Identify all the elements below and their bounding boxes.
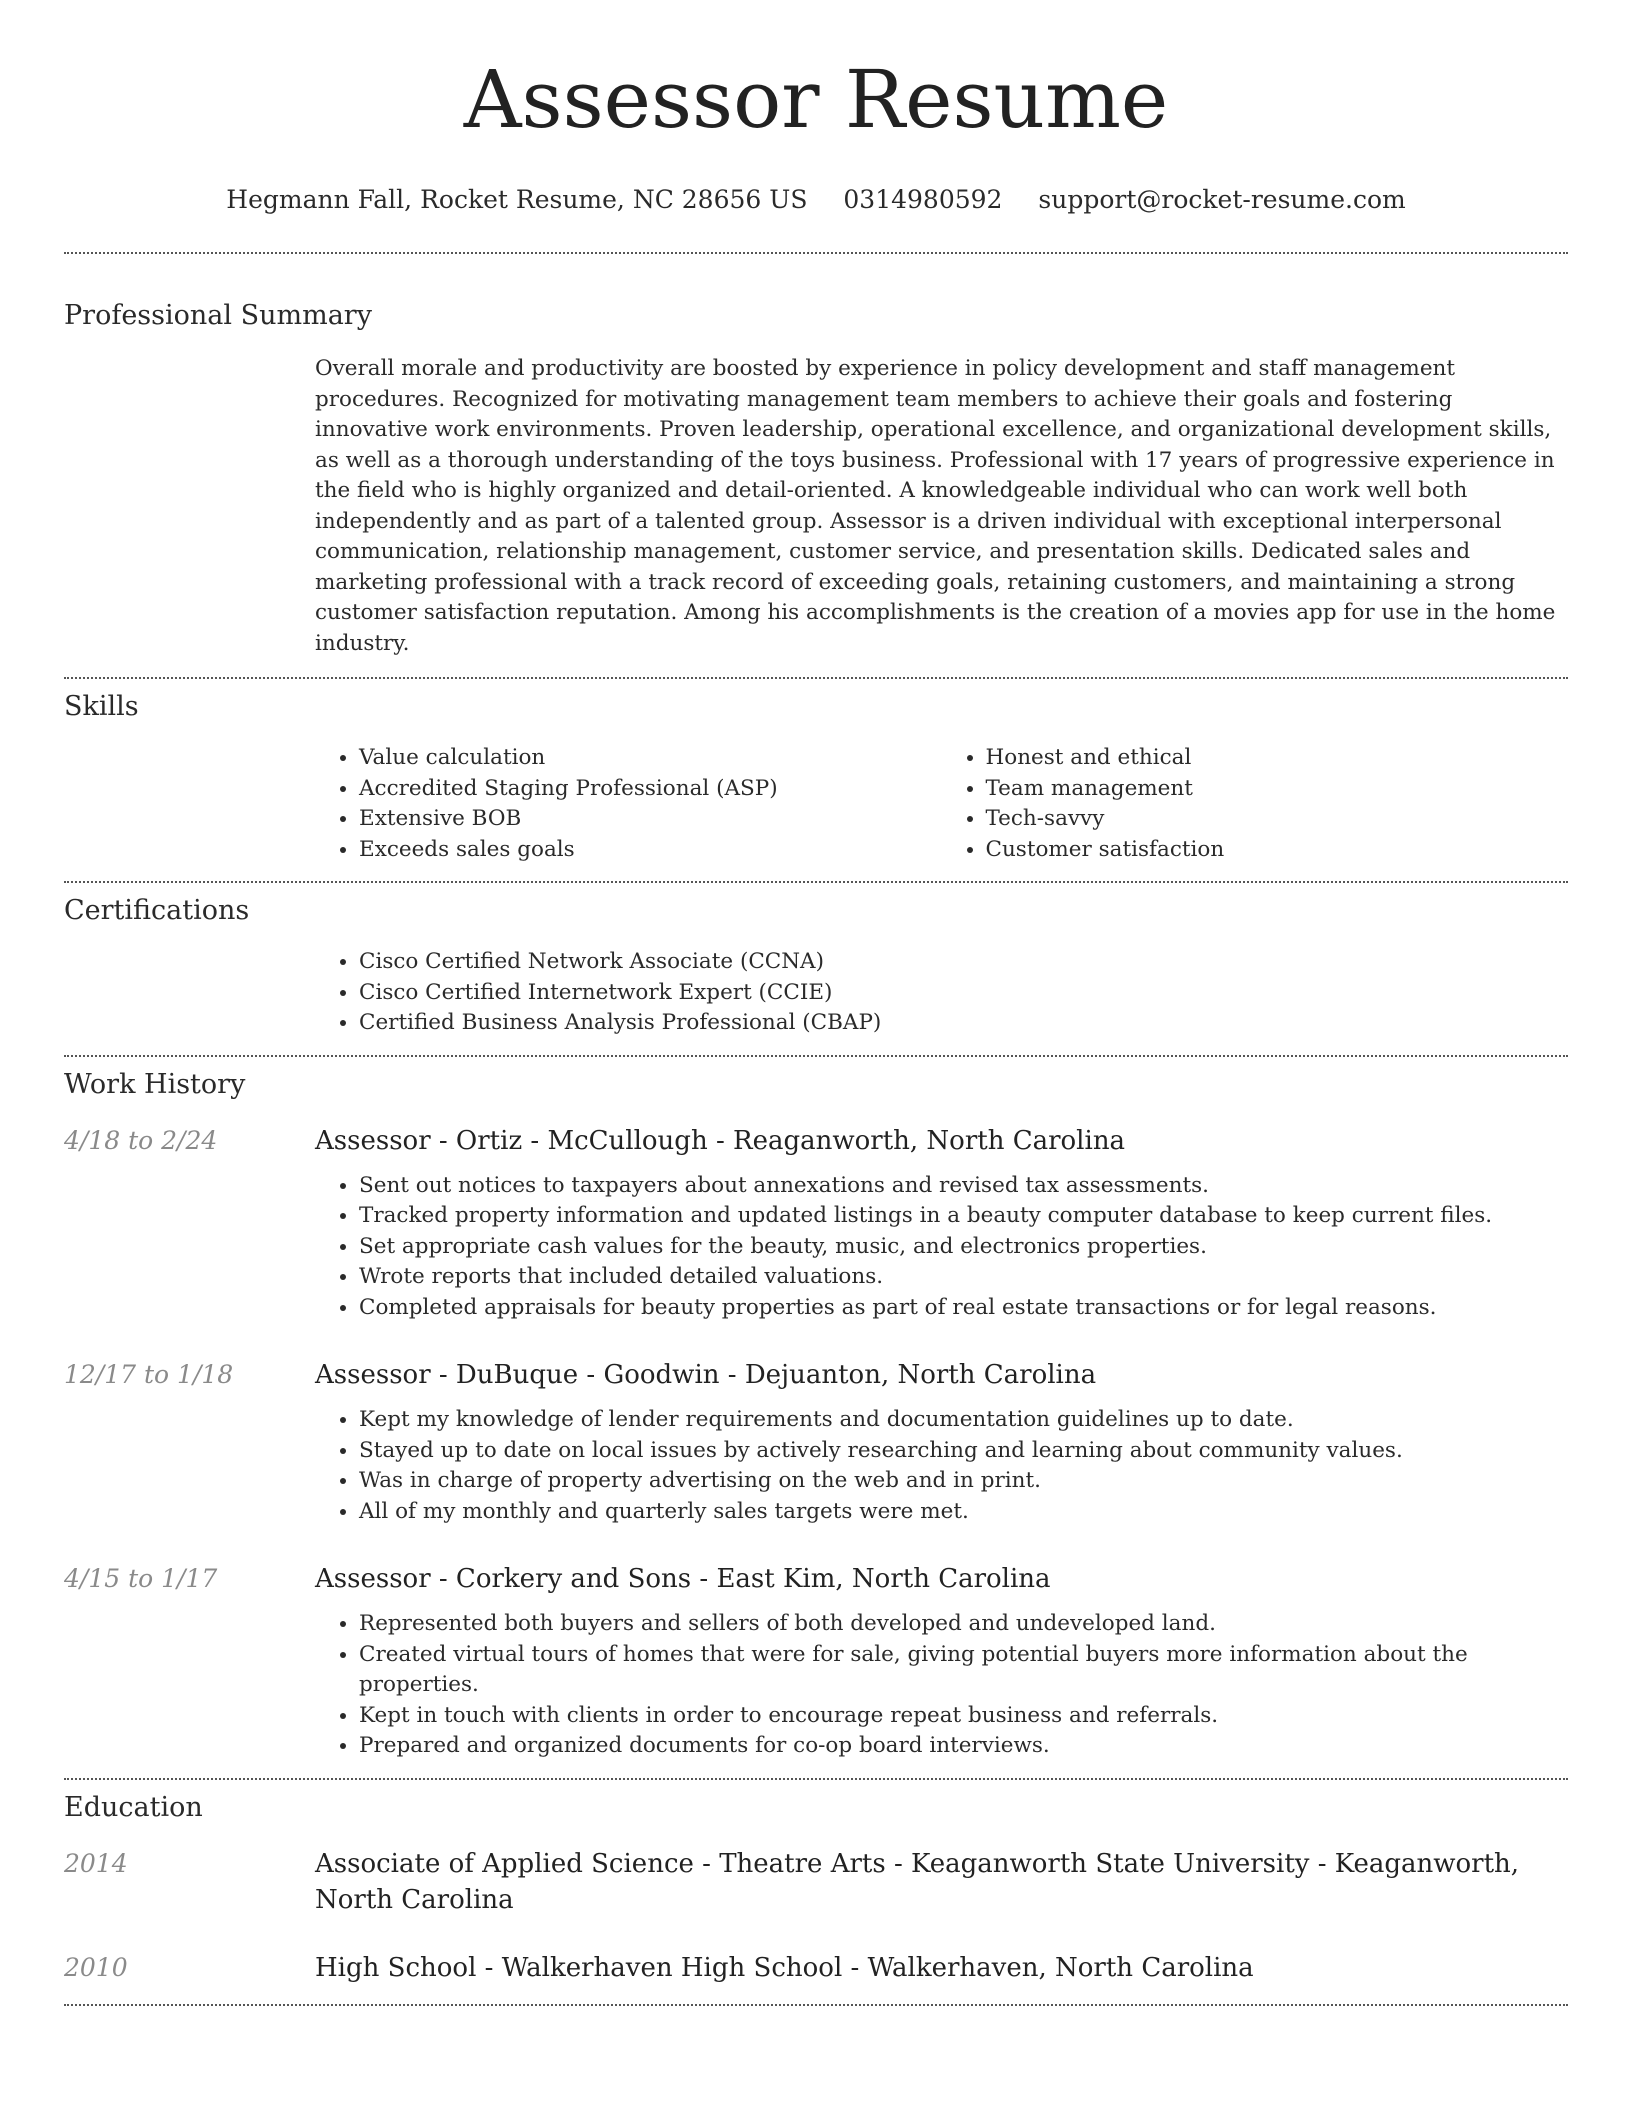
job-bullets [315, 1171, 1568, 1324]
list-item: • Customer satisfaction [986, 835, 1569, 866]
education-heading: Education [64, 1791, 203, 1823]
contact-email[interactable]: support@rocket-resume.com [1038, 185, 1406, 214]
resume-title: Assessor Resume [463, 53, 1169, 146]
education-entry [64, 1950, 1568, 1986]
job-entry [64, 1357, 1568, 1393]
list-item: • Value calculation [359, 743, 942, 774]
skills-section [64, 679, 1568, 865]
skills-list-left [315, 743, 942, 865]
work-heading: Work History [64, 1068, 246, 1100]
education-section [64, 1780, 1568, 1986]
list-item: • Prepared and organized documents for co-op board interviews. [359, 1731, 1568, 1762]
skills-heading: Skills [64, 691, 139, 722]
summary-text: Overall morale and productivity are boosted by experience in policy development and staff management procedures. Recognized for motivating management team members to achieve their goals and fostering innovative work environments. Proven leadership, operational excellence, and organizational development skills, as well as a thorough understanding of the toys business. Professional with 17 years of progressive experience in the field who is highly organized and detail-oriented. A knowledgeable individual who can work well both independently and as part of a talented group. Assessor is a driven individual with exceptional interpersonal communication, relationship management, customer service, and presentation skills. Dedicated sales and marketing professional with a track record of exceeding goals, retaining customers, and maintaining a strong customer satisfaction reputation. Among his accomplishments is the creation of a movies app for use in the home industry. [315, 356, 1556, 656]
divider [64, 2004, 1568, 2006]
list-item: • Exceeds sales goals [359, 835, 942, 866]
list-item: • Certified Business Analysis Professional (CBAP) [359, 1008, 1568, 1039]
summary-section [64, 254, 1568, 659]
work-section [64, 1057, 1568, 1762]
list-item: • Set appropriate cash values for the beauty, music, and electronics properties. [359, 1232, 1568, 1263]
list-item: • Sent out notices to taxpayers about annexations and revised tax assessments. [359, 1171, 1568, 1202]
list-item: • Stayed up to date on local issues by actively researching and learning about community values. [359, 1436, 1568, 1467]
job-entry [64, 1561, 1568, 1597]
list-item: • All of my monthly and quarterly sales targets were met. [359, 1497, 1568, 1528]
list-item: • Kept my knowledge of lender requirements and documentation guidelines up to date. [359, 1405, 1568, 1436]
resume-page [64, 0, 1568, 2006]
list-item: • Created virtual tours of homes that were for sale, giving potential buyers more information about the properties. [359, 1640, 1568, 1701]
education-title: Associate of Applied Science - Theatre Arts - Keaganworth State University - Keaganworth, North Carolina [315, 1848, 1520, 1915]
list-item: • Kept in touch with clients in order to encourage repeat business and referrals. [359, 1701, 1568, 1732]
education-entry [64, 1846, 1568, 1918]
job-title: Assessor - DuBuque - Goodwin - Dejuanton, North Carolina [315, 1360, 1097, 1390]
job-date: 12/17 to 1/18 [64, 1360, 234, 1389]
list-item: • Was in charge of property advertising on the web and in print. [359, 1466, 1568, 1497]
job-entry [64, 1123, 1568, 1159]
contact-phone: 0314980592 [843, 185, 1003, 214]
skills-list-right [942, 743, 1569, 865]
list-item: • Accredited Staging Professional (ASP) [359, 774, 942, 805]
certifications-list [315, 947, 1568, 1039]
list-item: • Cisco Certified Internetwork Expert (CCIE) [359, 978, 1568, 1009]
list-item: • Extensive BOB [359, 804, 942, 835]
job-date: 4/18 to 2/24 [64, 1125, 218, 1155]
list-item: • Wrote reports that included detailed valuations. [359, 1262, 1568, 1293]
education-date: 2010 [64, 1952, 128, 1982]
list-item: • Tech-savvy [986, 804, 1569, 835]
list-item: • Tracked property information and updated listings in a beauty computer database to keep current files. [359, 1201, 1568, 1232]
summary-heading: Professional Summary [64, 300, 372, 331]
certifications-heading: Certifications [64, 895, 250, 926]
list-item: • Cisco Certified Network Associate (CCNA) [359, 947, 1568, 978]
job-date: 4/15 to 1/17 [64, 1564, 218, 1593]
contact-line [64, 184, 1568, 216]
job-title: Assessor - Corkery and Sons - East Kim, North Carolina [315, 1564, 1051, 1594]
job-bullets [315, 1405, 1568, 1527]
certifications-section [64, 883, 1568, 1039]
list-item: • Honest and ethical [986, 743, 1569, 774]
list-item: • Team management [986, 774, 1569, 805]
contact-address: Hegmann Fall, Rocket Resume, NC 28656 US [226, 185, 808, 214]
job-bullets [315, 1609, 1568, 1762]
education-title: High School - Walkerhaven High School - Walkerhaven, North Carolina [315, 1952, 1254, 1983]
list-item: • Completed appraisals for beauty properties as part of real estate transactions or for legal reasons. [359, 1293, 1568, 1324]
education-date: 2014 [64, 1848, 128, 1878]
job-title: Assessor - Ortiz - McCullough - Reaganworth, North Carolina [315, 1125, 1126, 1156]
list-item: • Represented both buyers and sellers of both developed and undeveloped land. [359, 1609, 1568, 1640]
